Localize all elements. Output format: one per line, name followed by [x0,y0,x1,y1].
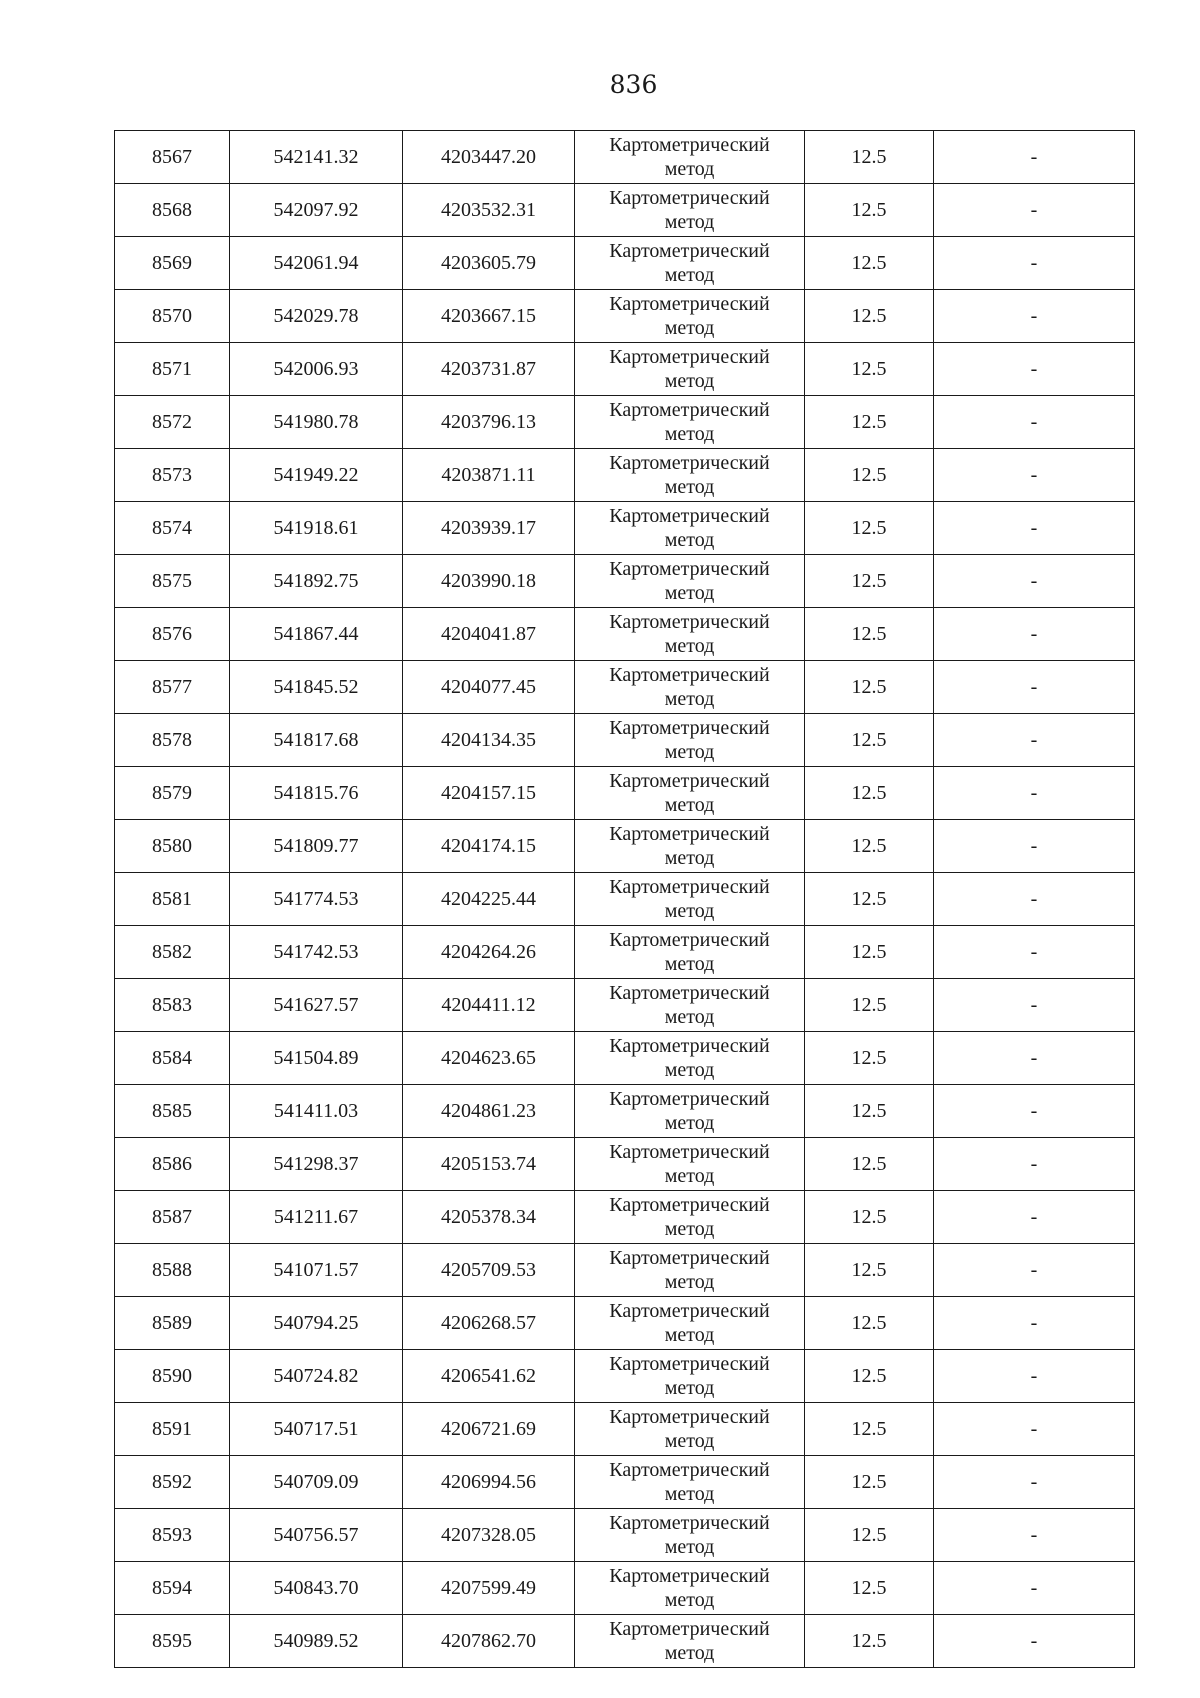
method-cell [575,131,805,184]
table-row [115,290,1135,343]
y-coordinate-cell: 4204041.87 [403,608,575,661]
method-cell [575,714,805,767]
method-line2: метод [664,794,715,816]
note-cell: - [934,1297,1135,1350]
table-row [115,1138,1135,1191]
x-coordinate-cell: 540843.70 [230,1562,403,1615]
point-id-cell: 8584 [115,1032,230,1085]
table-row [115,449,1135,502]
table-row [115,820,1135,873]
point-id-cell: 8581 [115,873,230,926]
table-row [115,131,1135,184]
accuracy-cell: 12.5 [805,661,934,714]
method-cell [575,290,805,343]
y-coordinate-cell: 4206541.62 [403,1350,575,1403]
y-coordinate-cell: 4203796.13 [403,396,575,449]
method-cell [575,1085,805,1138]
table-row [115,1085,1135,1138]
note-cell: - [934,184,1135,237]
note-cell: - [934,1032,1135,1085]
table-row [115,979,1135,1032]
note-cell: - [934,131,1135,184]
note-cell: - [934,396,1135,449]
y-coordinate-cell: 4206994.56 [403,1456,575,1509]
method-cell [575,1191,805,1244]
x-coordinate-cell: 542029.78 [230,290,403,343]
point-id-cell: 8594 [115,1562,230,1615]
method-line1: Картометрический [609,982,770,1004]
x-coordinate-cell: 541211.67 [230,1191,403,1244]
x-coordinate-cell: 542061.94 [230,237,403,290]
method-cell [575,1509,805,1562]
point-id-cell: 8579 [115,767,230,820]
accuracy-cell: 12.5 [805,1350,934,1403]
accuracy-cell: 12.5 [805,343,934,396]
x-coordinate-cell: 540724.82 [230,1350,403,1403]
note-cell: - [934,1615,1135,1668]
method-line1: Картометрический [609,558,770,580]
point-id-cell: 8585 [115,1085,230,1138]
method-line2: метод [664,211,715,233]
method-cell [575,1138,805,1191]
point-id-cell: 8569 [115,237,230,290]
accuracy-cell: 12.5 [805,184,934,237]
method-line2: метод [664,741,715,763]
point-id-cell: 8575 [115,555,230,608]
method-cell [575,343,805,396]
method-line2: метод [664,582,715,604]
method-line1: Картометрический [609,293,770,315]
table-row [115,396,1135,449]
method-line2: метод [664,1589,715,1611]
method-cell [575,1562,805,1615]
y-coordinate-cell: 4207862.70 [403,1615,575,1668]
point-id-cell: 8595 [115,1615,230,1668]
accuracy-cell: 12.5 [805,1138,934,1191]
accuracy-cell: 12.5 [805,502,934,555]
note-cell: - [934,1191,1135,1244]
method-line1: Картометрический [609,1459,770,1481]
method-line2: метод [664,1271,715,1293]
method-line1: Картометрический [609,505,770,527]
method-cell [575,767,805,820]
note-cell: - [934,343,1135,396]
table-row [115,608,1135,661]
point-id-cell: 8577 [115,661,230,714]
point-id-cell: 8571 [115,343,230,396]
x-coordinate-cell: 540709.09 [230,1456,403,1509]
method-cell [575,1032,805,1085]
method-line2: метод [664,635,715,657]
method-line1: Картометрический [609,1194,770,1216]
y-coordinate-cell: 4207599.49 [403,1562,575,1615]
note-cell: - [934,1244,1135,1297]
method-cell [575,926,805,979]
note-cell: - [934,449,1135,502]
method-line2: метод [664,423,715,445]
x-coordinate-cell: 541071.57 [230,1244,403,1297]
method-cell [575,184,805,237]
method-line2: метод [664,1165,715,1187]
x-coordinate-cell: 541918.61 [230,502,403,555]
y-coordinate-cell: 4204861.23 [403,1085,575,1138]
y-coordinate-cell: 4203605.79 [403,237,575,290]
method-line1: Картометрический [609,134,770,156]
method-line2: метод [664,1483,715,1505]
note-cell: - [934,1562,1135,1615]
x-coordinate-cell: 541809.77 [230,820,403,873]
note-cell: - [934,555,1135,608]
x-coordinate-cell: 541867.44 [230,608,403,661]
note-cell: - [934,714,1135,767]
x-coordinate-cell: 542006.93 [230,343,403,396]
method-line2: метод [664,1536,715,1558]
note-cell: - [934,290,1135,343]
method-cell [575,1456,805,1509]
y-coordinate-cell: 4204411.12 [403,979,575,1032]
accuracy-cell: 12.5 [805,1403,934,1456]
method-cell [575,555,805,608]
table-row [115,184,1135,237]
accuracy-cell: 12.5 [805,237,934,290]
table-row [115,1562,1135,1615]
point-id-cell: 8589 [115,1297,230,1350]
point-id-cell: 8573 [115,449,230,502]
method-line1: Картометрический [609,664,770,686]
accuracy-cell: 12.5 [805,1085,934,1138]
note-cell: - [934,926,1135,979]
y-coordinate-cell: 4204225.44 [403,873,575,926]
point-id-cell: 8590 [115,1350,230,1403]
accuracy-cell: 12.5 [805,1297,934,1350]
x-coordinate-cell: 541949.22 [230,449,403,502]
method-line2: метод [664,529,715,551]
x-coordinate-cell: 541627.57 [230,979,403,1032]
accuracy-cell: 12.5 [805,1244,934,1297]
point-id-cell: 8587 [115,1191,230,1244]
method-line1: Картометрический [609,452,770,474]
x-coordinate-cell: 540756.57 [230,1509,403,1562]
y-coordinate-cell: 4203731.87 [403,343,575,396]
point-id-cell: 8576 [115,608,230,661]
y-coordinate-cell: 4204077.45 [403,661,575,714]
method-cell [575,661,805,714]
table-row [115,343,1135,396]
x-coordinate-cell: 541815.76 [230,767,403,820]
table-row [115,1297,1135,1350]
coordinates-table-body [115,131,1135,1668]
note-cell: - [934,1085,1135,1138]
method-cell [575,820,805,873]
x-coordinate-cell: 541742.53 [230,926,403,979]
note-cell: - [934,661,1135,714]
method-line1: Картометрический [609,929,770,951]
y-coordinate-cell: 4203532.31 [403,184,575,237]
y-coordinate-cell: 4206721.69 [403,1403,575,1456]
method-line1: Картометрический [609,876,770,898]
point-id-cell: 8570 [115,290,230,343]
x-coordinate-cell: 541298.37 [230,1138,403,1191]
method-line2: метод [664,1006,715,1028]
y-coordinate-cell: 4204157.15 [403,767,575,820]
method-line1: Картометрический [609,1141,770,1163]
x-coordinate-cell: 541892.75 [230,555,403,608]
note-cell: - [934,820,1135,873]
accuracy-cell: 12.5 [805,608,934,661]
table-row [115,1350,1135,1403]
method-line1: Картометрический [609,1406,770,1428]
method-cell [575,873,805,926]
method-line2: метод [664,953,715,975]
method-line1: Картометрический [609,1353,770,1375]
note-cell: - [934,1138,1135,1191]
y-coordinate-cell: 4204174.15 [403,820,575,873]
method-line1: Картометрический [609,1565,770,1587]
note-cell: - [934,1403,1135,1456]
method-cell [575,1350,805,1403]
note-cell: - [934,1509,1135,1562]
method-line1: Картометрический [609,1300,770,1322]
table-row [115,767,1135,820]
method-line2: метод [664,1112,715,1134]
x-coordinate-cell: 541774.53 [230,873,403,926]
method-cell [575,1297,805,1350]
y-coordinate-cell: 4206268.57 [403,1297,575,1350]
method-line2: метод [664,1430,715,1452]
note-cell: - [934,767,1135,820]
accuracy-cell: 12.5 [805,926,934,979]
y-coordinate-cell: 4203871.11 [403,449,575,502]
method-line1: Картометрический [609,1247,770,1269]
accuracy-cell: 12.5 [805,979,934,1032]
method-line2: метод [664,476,715,498]
method-line1: Картометрический [609,399,770,421]
table-row [115,1456,1135,1509]
y-coordinate-cell: 4205153.74 [403,1138,575,1191]
point-id-cell: 8567 [115,131,230,184]
method-line1: Картометрический [609,1618,770,1640]
method-line1: Картометрический [609,1088,770,1110]
x-coordinate-cell: 541845.52 [230,661,403,714]
method-line1: Картометрический [609,717,770,739]
table-row [115,714,1135,767]
x-coordinate-cell: 540794.25 [230,1297,403,1350]
coordinates-table [114,130,1135,1668]
note-cell: - [934,873,1135,926]
point-id-cell: 8593 [115,1509,230,1562]
method-line2: метод [664,1377,715,1399]
method-line2: метод [664,1324,715,1346]
table-row [115,1032,1135,1085]
method-line2: метод [664,847,715,869]
method-line2: метод [664,1218,715,1240]
table-row [115,1244,1135,1297]
accuracy-cell: 12.5 [805,714,934,767]
table-row [115,1403,1135,1456]
method-cell [575,979,805,1032]
method-cell [575,449,805,502]
x-coordinate-cell: 541411.03 [230,1085,403,1138]
table-row [115,555,1135,608]
method-cell [575,1615,805,1668]
method-line2: метод [664,688,715,710]
accuracy-cell: 12.5 [805,1562,934,1615]
accuracy-cell: 12.5 [805,1191,934,1244]
y-coordinate-cell: 4207328.05 [403,1509,575,1562]
x-coordinate-cell: 541817.68 [230,714,403,767]
x-coordinate-cell: 541980.78 [230,396,403,449]
method-line1: Картометрический [609,1512,770,1534]
note-cell: - [934,979,1135,1032]
note-cell: - [934,1350,1135,1403]
method-cell [575,1244,805,1297]
method-line1: Картометрический [609,187,770,209]
point-id-cell: 8586 [115,1138,230,1191]
y-coordinate-cell: 4205378.34 [403,1191,575,1244]
point-id-cell: 8592 [115,1456,230,1509]
table-row [115,502,1135,555]
point-id-cell: 8574 [115,502,230,555]
y-coordinate-cell: 4203990.18 [403,555,575,608]
point-id-cell: 8580 [115,820,230,873]
x-coordinate-cell: 542141.32 [230,131,403,184]
method-line1: Картометрический [609,770,770,792]
method-line2: метод [664,264,715,286]
method-line1: Картометрический [609,346,770,368]
method-line1: Картометрический [609,240,770,262]
accuracy-cell: 12.5 [805,449,934,502]
method-cell [575,1403,805,1456]
accuracy-cell: 12.5 [805,396,934,449]
point-id-cell: 8588 [115,1244,230,1297]
accuracy-cell: 12.5 [805,1615,934,1668]
table-row [115,661,1135,714]
accuracy-cell: 12.5 [805,767,934,820]
table-row [115,873,1135,926]
method-line1: Картометрический [609,823,770,845]
accuracy-cell: 12.5 [805,555,934,608]
y-coordinate-cell: 4203447.20 [403,131,575,184]
page-number: 836 [609,70,658,99]
y-coordinate-cell: 4203667.15 [403,290,575,343]
x-coordinate-cell: 541504.89 [230,1032,403,1085]
accuracy-cell: 12.5 [805,131,934,184]
method-cell [575,396,805,449]
method-line2: метод [664,317,715,339]
accuracy-cell: 12.5 [805,1509,934,1562]
y-coordinate-cell: 4204264.26 [403,926,575,979]
x-coordinate-cell: 540989.52 [230,1615,403,1668]
table-row [115,1191,1135,1244]
method-line1: Картометрический [609,611,770,633]
point-id-cell: 8572 [115,396,230,449]
note-cell: - [934,1456,1135,1509]
x-coordinate-cell: 540717.51 [230,1403,403,1456]
method-cell [575,237,805,290]
method-line2: метод [664,158,715,180]
y-coordinate-cell: 4203939.17 [403,502,575,555]
table-row [115,926,1135,979]
note-cell: - [934,502,1135,555]
method-line2: метод [664,1642,715,1664]
method-line2: метод [664,1059,715,1081]
y-coordinate-cell: 4205709.53 [403,1244,575,1297]
method-line2: метод [664,370,715,392]
point-id-cell: 8578 [115,714,230,767]
x-coordinate-cell: 542097.92 [230,184,403,237]
method-cell [575,608,805,661]
note-cell: - [934,237,1135,290]
accuracy-cell: 12.5 [805,873,934,926]
method-line2: метод [664,900,715,922]
method-cell [575,502,805,555]
point-id-cell: 8568 [115,184,230,237]
point-id-cell: 8591 [115,1403,230,1456]
accuracy-cell: 12.5 [805,820,934,873]
table-row [115,1509,1135,1562]
accuracy-cell: 12.5 [805,290,934,343]
table-row [115,237,1135,290]
method-line1: Картометрический [609,1035,770,1057]
y-coordinate-cell: 4204623.65 [403,1032,575,1085]
point-id-cell: 8582 [115,926,230,979]
accuracy-cell: 12.5 [805,1032,934,1085]
y-coordinate-cell: 4204134.35 [403,714,575,767]
note-cell: - [934,608,1135,661]
table-row [115,1615,1135,1668]
point-id-cell: 8583 [115,979,230,1032]
accuracy-cell: 12.5 [805,1456,934,1509]
